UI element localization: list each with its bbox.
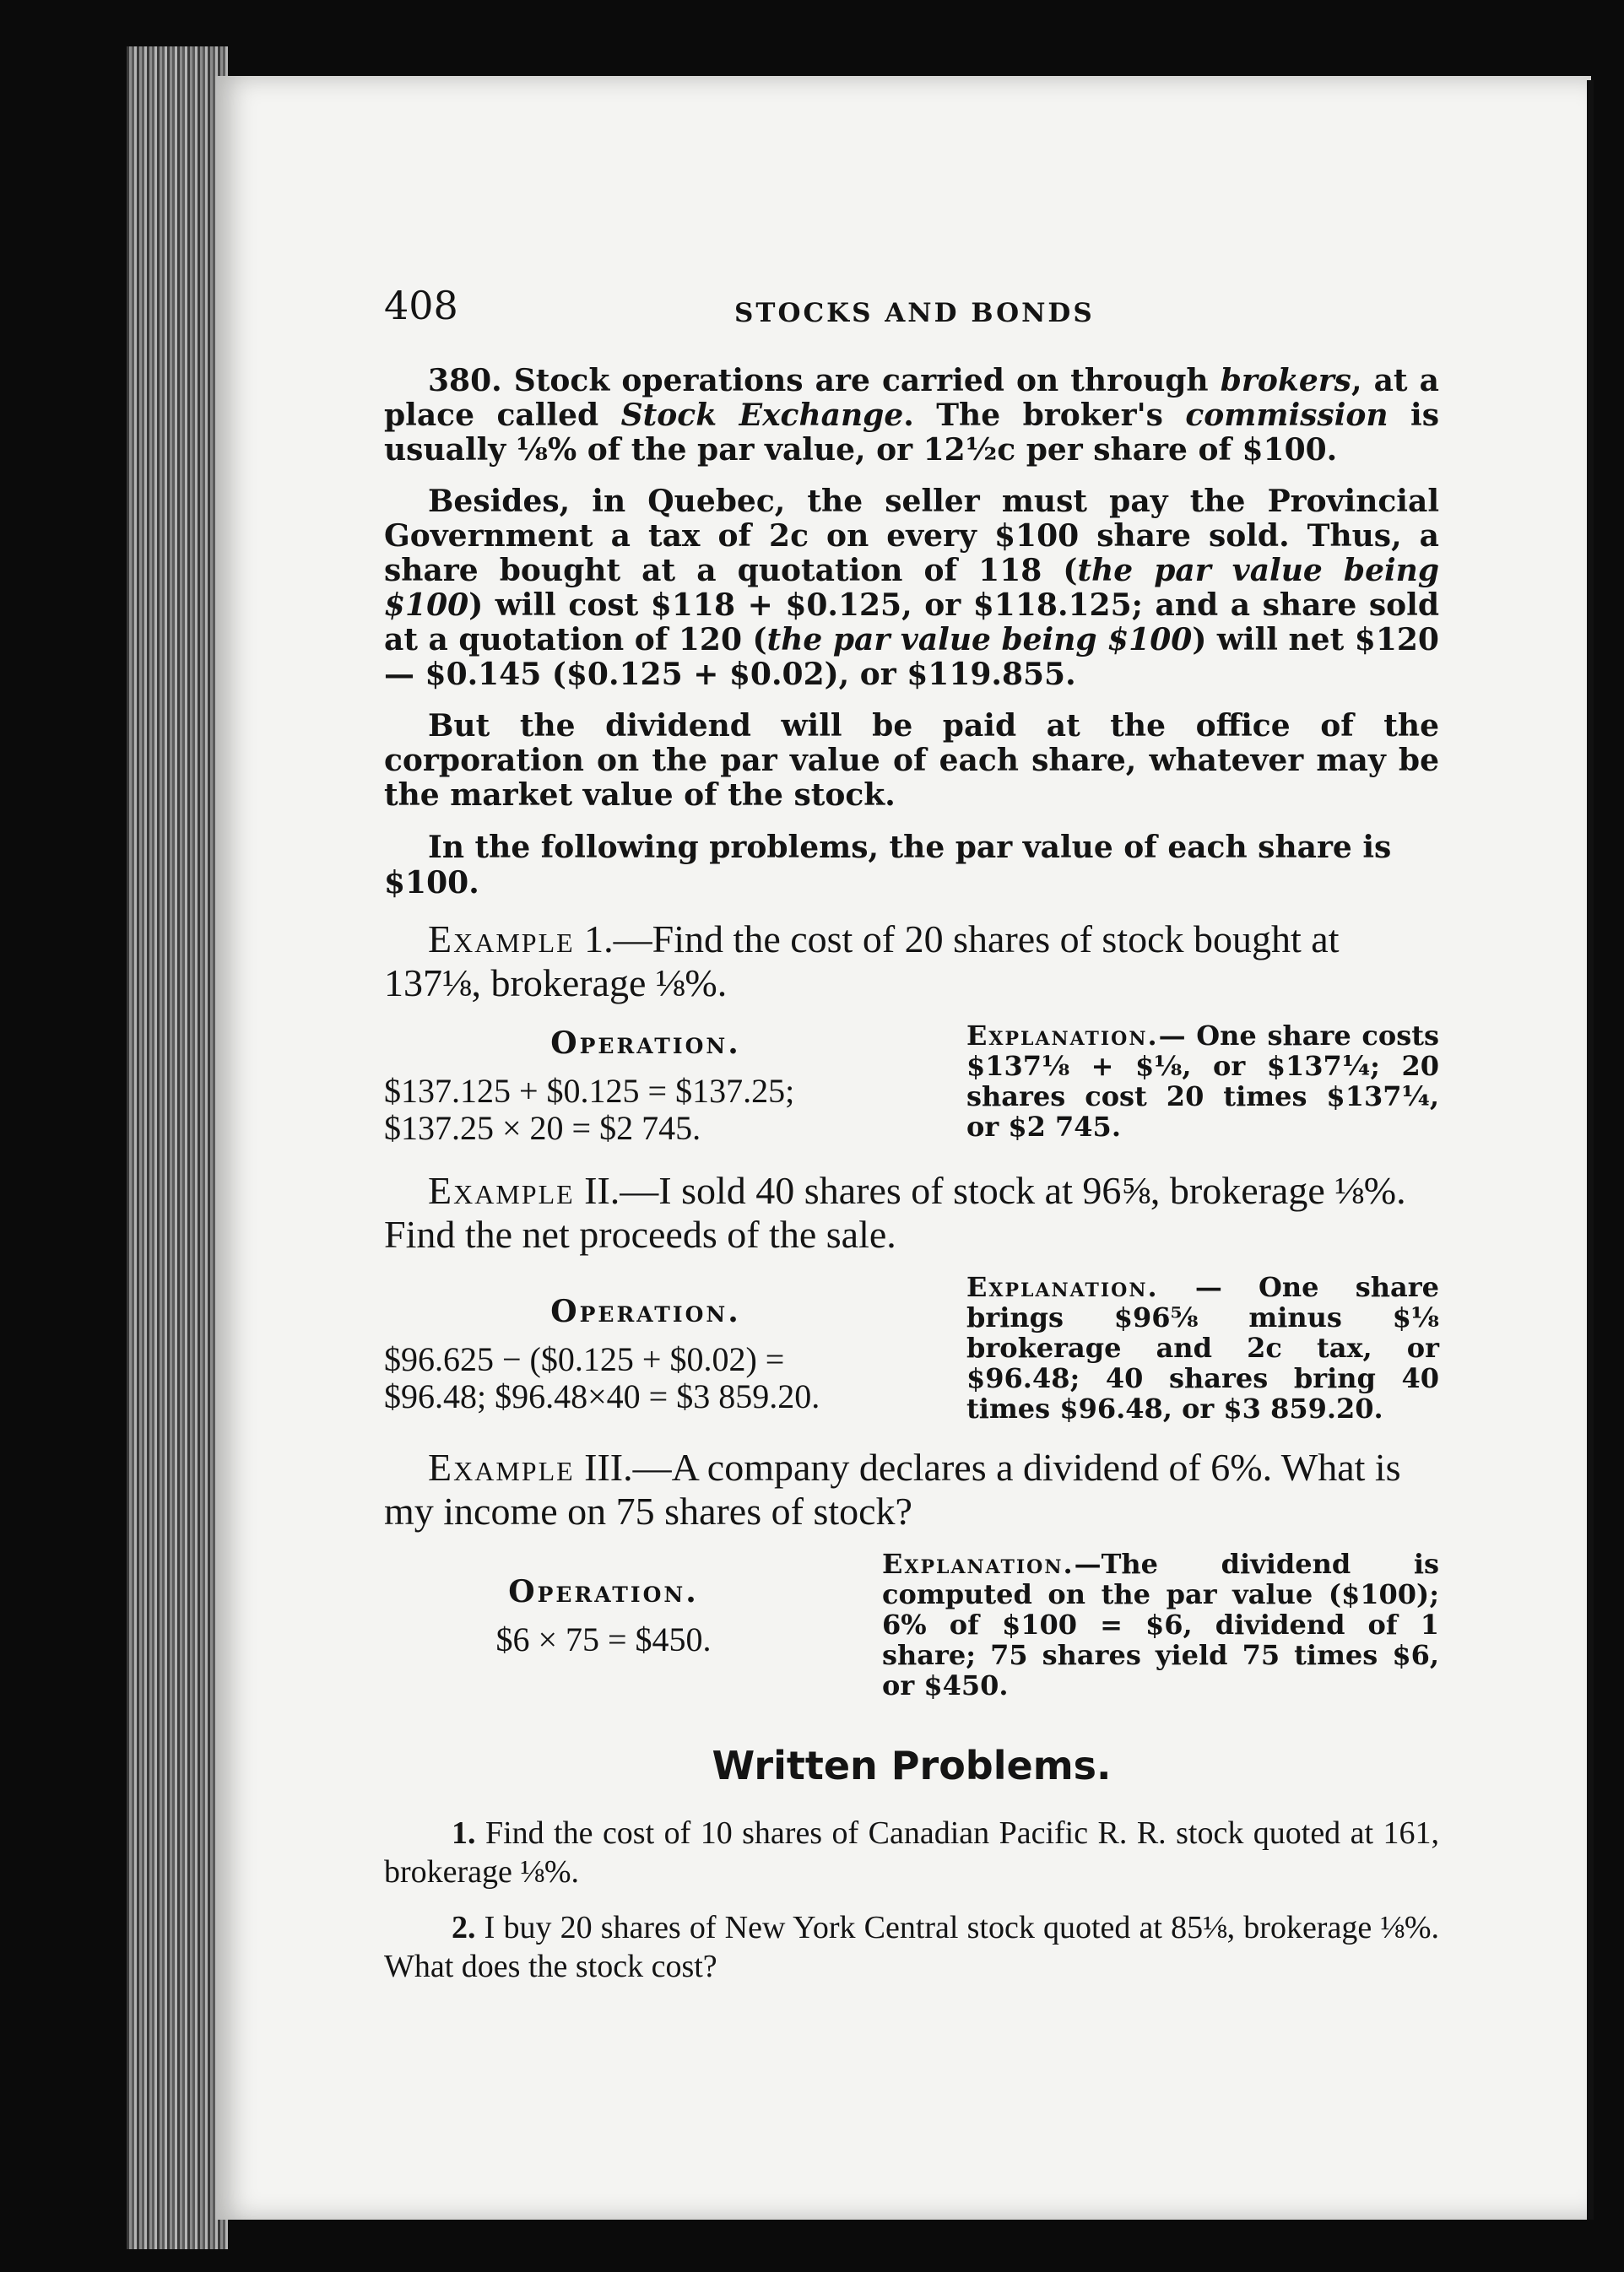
operation-title: Operation. [508,1574,699,1609]
section-number: 380. [428,363,502,398]
operation-line: $137.125 + $0.125 = $137.25; [384,1072,795,1110]
paragraph-quebec-tax: Besides, in Quebec, the seller must pay the Provincial Government a tax of 2c on every $100 share sold. Thus, a share bought at a quotation of 118 (the par value being $100) will cost $118 + $0.125, or $118.125; and a share sold at a quotation of 120 (the par value being $100) will net $120 — $0.145 ($0.125 + $0.02), or $119.855. [384,484,1440,692]
example-2-operation [384,1272,907,1415]
paragraph-380: 380. Stock operations are carried on through brokers, at a place called Stock Exchange. The broker's commission is usually ⅛% of the par value, or 12½c per share of $100. [384,363,1439,468]
example-3-heading: Example III.—A company declares a dividend of 6%. What is my income on 75 shares of stock? [384,1446,1401,1533]
example-1-body [384,1020,1439,1147]
operation-title: Operation. [550,1025,741,1061]
facing-page-edge [1587,80,1594,2220]
operation-line: $6 × 75 = $450. [495,1620,712,1658]
operation-line: $96.48; $96.48×40 = $3 859.20. [384,1377,820,1415]
example-3-body [384,1549,1439,1701]
example-2-heading: Example II.—I sold 40 shares of stock at 96⅝, brokerage ⅛%. Find the net proceeds of the sale. [384,1169,1406,1256]
example-3-explanation: Explanation.—The dividend is computed on the par value ($100); 6% of $100 = $6, dividend of 1 share; 75 shares yield 75 times $6, or $450. [882,1548,1439,1701]
operation-line: $96.625 − ($0.125 + $0.02) = [384,1340,785,1378]
example-1-operation [384,1020,907,1147]
example-1-heading: Example 1.—Find the cost of 20 shares of stock bought at 137⅛, brokerage ⅛%. [384,917,1340,1004]
example-1-explanation: Explanation.— One share costs $137⅛ + $⅛, or $137¼; 20 shares cost 20 times $137¼, or $2 745. [966,1020,1439,1143]
written-problems-title: Written Problems. [712,1743,1112,1788]
page-content [384,283,1439,2003]
example-2-explanation: Explanation. — One share brings $96⅝ minus $⅛ brokerage and 2c tax, or $96.48; 40 shares bring 40 times $96.48, or $3 859.20. [966,1271,1439,1425]
running-head [384,283,1439,342]
operation-line: $137.25 × 20 = $2 745. [384,1109,701,1147]
problem-item: 1. Find the cost of 10 shares of Canadian Pacific R. R. stock quoted at 161, brokerage ⅛%. [384,1815,1439,1890]
running-title: STOCKS AND BONDS [734,298,1095,328]
example-3-operation [384,1549,823,1658]
paragraph-following: In the following problems, the par value of each share is $100. [384,830,1392,901]
page-number: 408 [384,283,458,328]
paragraph-dividend: But the dividend will be paid at the office of the corporation on the par value of each share, whatever may be the market value of the stock. [384,708,1439,813]
operation-title: Operation. [550,1294,741,1329]
problem-item: 2. I buy 20 shares of New York Central stock quoted at 85⅛, brokerage ⅛%. What does the stock cost? [384,1910,1439,1984]
example-2-body [384,1272,1439,1424]
book-page-edges [127,46,228,2249]
